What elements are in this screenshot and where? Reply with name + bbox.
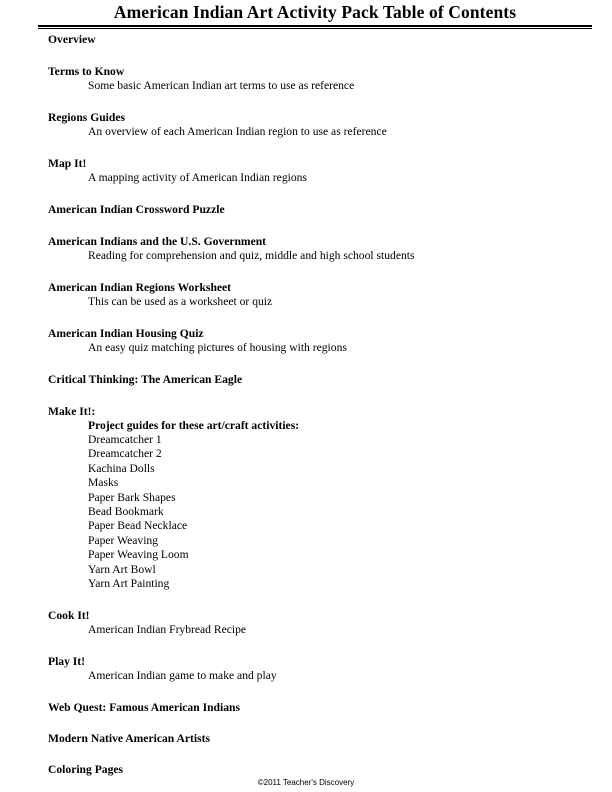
toc-entry-regions-guides [0, 111, 612, 139]
toc-entry-heading: Map It! [48, 157, 87, 170]
toc-entry-heading: American Indian Regions Worksheet [48, 281, 232, 294]
spacer [0, 217, 612, 235]
toc-entry-description: An overview of each American Indian region to use as reference [88, 125, 387, 138]
toc-entry-overview [0, 33, 612, 47]
toc-entry-heading: American Indians and the U.S. Government [48, 235, 267, 248]
toc-entry-modern-artists [0, 732, 612, 746]
page-footer [0, 778, 612, 788]
toc-entry-regions-worksheet [0, 281, 612, 309]
spacer [0, 263, 612, 281]
copyright-text: ©2011 Teacher's Discovery [257, 778, 355, 787]
toc-entry-housing-quiz [0, 327, 612, 355]
make-it-list-item: Bead Bookmark [88, 505, 164, 519]
toc-entry-us-government [0, 235, 612, 263]
toc-entry-heading: American Indian Housing Quiz [48, 327, 204, 340]
make-it-list-item: Paper Bead Necklace [88, 519, 188, 533]
toc-entry-description: American Indian Frybread Recipe [88, 623, 247, 637]
toc-entry-description: Reading for comprehension and quiz, middle and high school students [88, 249, 415, 262]
spacer [0, 746, 612, 763]
make-it-list-item: Kachina Dolls [88, 461, 155, 475]
spacer [0, 591, 612, 609]
spacer [0, 185, 612, 203]
toc-entry-terms-to-know [0, 65, 612, 93]
spacer [0, 309, 612, 327]
page-title: American Indian Art Activity Pack Table of Contents [113, 2, 517, 22]
make-it-list-item: Paper Weaving [88, 533, 159, 547]
spacer [0, 637, 612, 655]
toc-entry-heading: Overview [48, 33, 96, 46]
title-rule-thin [38, 28, 592, 29]
toc-entry-heading: Coloring Pages [48, 763, 124, 777]
make-it-list-item: Masks [88, 476, 119, 490]
make-it-list-item: Yarn Art Painting [88, 577, 170, 591]
make-it-list-item: Yarn Art Bowl [88, 562, 156, 576]
spacer [0, 355, 612, 373]
toc-entry-play-it [0, 655, 612, 683]
toc-entry-crossword-puzzle [0, 203, 612, 217]
toc-entry-description: American Indian game to make and play [88, 669, 277, 683]
title-block [38, 2, 592, 29]
toc-content [0, 33, 612, 777]
toc-entry-description: A mapping activity of American Indian regions [88, 171, 307, 184]
toc-entry-heading: Critical Thinking: The American Eagle [48, 373, 243, 386]
toc-entry-description: This can be used as a worksheet or quiz [88, 295, 273, 308]
spacer [0, 387, 612, 405]
toc-entry-description: Some basic American Indian art terms to use as reference [88, 79, 355, 92]
make-it-list-item: Dreamcatcher 1 [88, 433, 162, 446]
toc-entry-heading: Cook It! [48, 609, 90, 623]
spacer [0, 93, 612, 111]
spacer [0, 47, 612, 65]
spacer [0, 683, 612, 701]
toc-entry-heading: Web Quest: Famous American Indians [48, 701, 240, 715]
make-it-sub-title: Project guides for these art/craft activities: [88, 419, 300, 432]
toc-entry-cook-it [0, 609, 612, 637]
toc-entry-coloring-pages [0, 763, 612, 777]
toc-entry-web-quest [0, 701, 612, 715]
toc-entry-critical-thinking [0, 373, 612, 387]
make-it-list-item: Paper Bark Shapes [88, 490, 176, 504]
toc-entry-description: An easy quiz matching pictures of housing with regions [88, 341, 347, 354]
make-it-list-item: Dreamcatcher 2 [88, 447, 162, 461]
toc-entry-heading: Play It! [48, 655, 86, 669]
toc-entry-make-it [0, 405, 612, 591]
toc-entry-heading: American Indian Crossword Puzzle [48, 203, 225, 216]
spacer [0, 715, 612, 732]
toc-entry-map-it [0, 157, 612, 185]
toc-entry-heading: Modern Native American Artists [48, 732, 210, 746]
toc-entry-heading: Regions Guides [48, 111, 125, 124]
toc-entry-heading: Make It!: [48, 405, 96, 418]
spacer [0, 139, 612, 157]
make-it-list-item: Paper Weaving Loom [88, 548, 189, 562]
toc-entry-heading: Terms to Know [48, 65, 125, 78]
